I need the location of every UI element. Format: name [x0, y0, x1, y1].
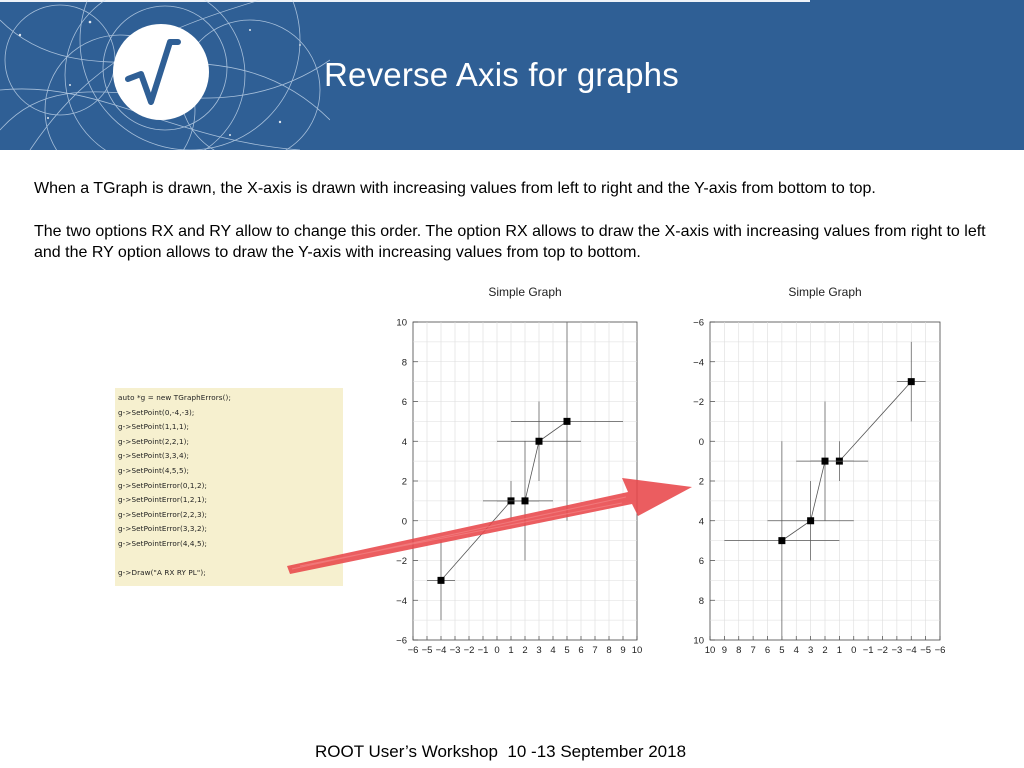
x-tick-label: −3	[891, 645, 903, 656]
x-tick-label: 9	[721, 645, 728, 656]
code-line: g->SetPoint(3,3,4);	[118, 451, 190, 461]
x-tick-label: 7	[750, 645, 756, 656]
x-tick-label: −1	[477, 645, 489, 656]
x-tick-label: 8	[606, 645, 612, 656]
y-tick-label: −6	[396, 635, 407, 647]
y-tick-label: 2	[698, 476, 704, 488]
y-tick-label: 6	[401, 397, 407, 408]
chart-title: Simple Graph	[788, 285, 862, 299]
x-tick-label: −4	[905, 645, 917, 656]
x-tick-label: 5	[779, 645, 785, 656]
x-tick-label: 0	[494, 645, 500, 656]
x-tick-label: 10	[704, 645, 716, 656]
x-tick-label: −5	[920, 645, 932, 656]
code-line: auto *g = new TGraphErrors();	[118, 393, 231, 402]
y-tick-label: 0	[401, 516, 407, 528]
x-tick-label: 6	[764, 645, 771, 656]
x-tick-label: −5	[421, 645, 433, 656]
slide-title: Reverse Axis for graphs	[324, 56, 679, 93]
code-line: g->SetPoint(1,1,1);	[118, 422, 190, 432]
x-tick-label: 1	[508, 645, 514, 656]
code-line: g->SetPointError(0,1,2);	[118, 480, 208, 490]
x-tick-label: −4	[435, 645, 447, 656]
x-tick-label: −1	[862, 645, 874, 656]
options-paragraph: The two options RX and RY allow to change this order. The option RX allows to draw the X-axis with increasing values from right to left and the RY option allows to draw the Y-axis with increasing values from top to bottom.	[34, 223, 986, 261]
x-tick-label: 7	[592, 645, 598, 656]
x-tick-label: −2	[877, 645, 888, 656]
x-tick-label: 3	[536, 645, 542, 656]
y-tick-label: 6	[698, 556, 704, 567]
y-tick-label: 4	[401, 436, 407, 448]
x-tick-label: −3	[449, 645, 461, 656]
y-tick-label: 10	[693, 635, 704, 647]
x-tick-label: 8	[736, 645, 742, 656]
x-tick-label: 6	[578, 645, 584, 656]
chart-title: Simple Graph	[488, 285, 562, 299]
x-tick-label: −6	[934, 645, 946, 656]
code-line: g->SetPoint(0,-4,-3);	[118, 407, 195, 417]
x-tick-label: 2	[822, 645, 828, 656]
y-tick-label: −2	[396, 556, 407, 567]
x-tick-label: 1	[836, 645, 843, 656]
x-tick-label: 4	[793, 645, 799, 656]
x-tick-label: −6	[407, 645, 419, 656]
y-tick-label: −4	[693, 357, 704, 369]
code-line: g->SetPointError(2,2,3);	[118, 509, 208, 519]
x-tick-label: 9	[620, 645, 626, 656]
code-line: g->SetPoint(4,5,5);	[118, 466, 190, 475]
x-tick-label: 5	[564, 645, 570, 656]
y-tick-label: 0	[698, 436, 704, 448]
footer-text: ROOT User’s Workshop 10 -13 September 2018	[315, 742, 687, 761]
y-tick-label: −6	[693, 317, 704, 329]
code-line: g->SetPointError(4,4,5);	[118, 539, 208, 548]
code-line: g->SetPoint(2,2,1);	[118, 436, 190, 446]
x-tick-label: 3	[807, 645, 814, 656]
x-tick-label: 0	[851, 645, 857, 656]
y-tick-label: 8	[698, 595, 704, 607]
code-line: g->SetPointError(1,2,1);	[118, 495, 208, 505]
x-tick-label: 2	[522, 645, 528, 656]
y-tick-label: −2	[693, 397, 704, 408]
code-line: g->SetPointError(3,3,2);	[118, 524, 208, 534]
y-tick-label: −4	[396, 595, 407, 607]
intro-paragraph: When a TGraph is drawn, the X-axis is drawn with increasing values from left to right and the Y-axis from bottom to top.	[34, 180, 876, 197]
x-tick-label: 4	[550, 645, 556, 656]
x-tick-label: −2	[463, 645, 475, 656]
y-tick-label: 10	[396, 317, 407, 329]
y-tick-label: 2	[401, 476, 407, 488]
y-tick-label: 8	[401, 357, 407, 369]
code-line: g->Draw("A RX RY PL");	[118, 568, 206, 578]
y-tick-label: 4	[698, 516, 704, 528]
x-tick-label: 10	[631, 645, 643, 656]
